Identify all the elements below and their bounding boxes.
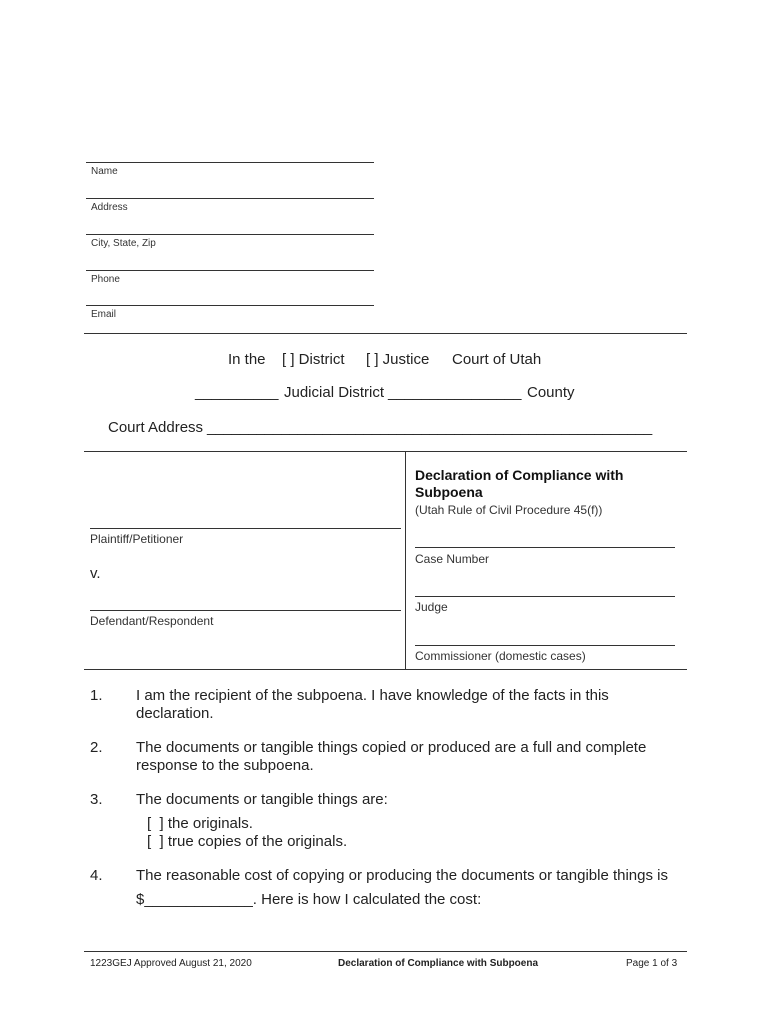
city-label: City, State, Zip — [91, 238, 156, 249]
email-label: Email — [91, 309, 117, 320]
in-the-label: In the — [228, 351, 266, 368]
defendant-line[interactable] — [90, 610, 401, 611]
name-label: Name — [91, 166, 118, 177]
phone-label: Phone — [91, 274, 120, 285]
court-address-blank[interactable]: ______________________________________________________ — [207, 419, 653, 436]
caption-bottom-line — [84, 669, 687, 670]
plaintiff-label: Plaintiff/Petitioner — [90, 532, 184, 546]
item-number: 3. — [90, 791, 103, 808]
item-text: I am the recipient of the subpoena. I have knowledge of the facts in this declaration. — [136, 687, 609, 722]
defendant-label: Defendant/Respondent — [90, 614, 214, 628]
item-text: The documents or tangible things copied or produced are a full and complete response to the subpoena. — [136, 739, 647, 774]
judge-label: Judge — [415, 600, 448, 614]
court-of-utah-label: Court of Utah — [452, 351, 542, 368]
footer-divider — [84, 951, 687, 952]
county-blank[interactable]: ________________ — [388, 384, 522, 401]
email-field[interactable] — [86, 305, 374, 320]
form-id: 1223GEJ Approved August 21, 2020 — [90, 958, 252, 969]
true-copies-checkbox[interactable]: [ ] true copies of the originals. — [147, 833, 348, 850]
case-number-label: Case Number — [415, 552, 490, 566]
item-number: 4. — [90, 867, 103, 884]
court-address-label: Court Address — [108, 419, 204, 436]
phone-field[interactable] — [86, 270, 374, 285]
county-label: County — [527, 384, 575, 401]
header-divider — [84, 333, 687, 334]
caption-divider — [405, 451, 406, 669]
page-number: Page 1 of 3 — [626, 958, 678, 969]
judge-line[interactable] — [415, 596, 675, 597]
document-title: Declaration of Compliance with Subpoena — [415, 467, 624, 500]
footer-title: Declaration of Compliance with Subpoena — [338, 958, 539, 969]
city-state-zip-field[interactable] — [86, 234, 374, 249]
case-number-line[interactable] — [415, 547, 675, 548]
item-text: The reasonable cost of copying or producing the documents or tangible things is — [136, 867, 668, 884]
item-number: 2. — [90, 739, 103, 756]
judicial-district-blank[interactable]: __________ — [195, 384, 279, 401]
justice-checkbox[interactable]: [ ] Justice — [366, 351, 430, 368]
item-text: The documents or tangible things are: — [136, 791, 388, 808]
plaintiff-line[interactable] — [90, 528, 401, 529]
commissioner-label: Commissioner (domestic cases) — [415, 649, 586, 663]
rule-reference: (Utah Rule of Civil Procedure 45(f)) — [415, 503, 603, 517]
item-number: 1. — [90, 687, 103, 704]
cost-field[interactable]: $_____________. Here is how I calculated the cost: — [136, 891, 482, 908]
originals-checkbox[interactable]: [ ] the originals. — [147, 815, 253, 832]
district-checkbox[interactable]: [ ] District — [282, 351, 345, 368]
address-field[interactable] — [86, 198, 374, 213]
commissioner-line[interactable] — [415, 645, 675, 646]
judicial-district-label: Judicial District — [284, 384, 385, 401]
address-label: Address — [91, 202, 128, 213]
name-field[interactable] — [86, 162, 374, 177]
caption-top-line — [84, 451, 687, 452]
versus-label: v. — [90, 565, 101, 582]
